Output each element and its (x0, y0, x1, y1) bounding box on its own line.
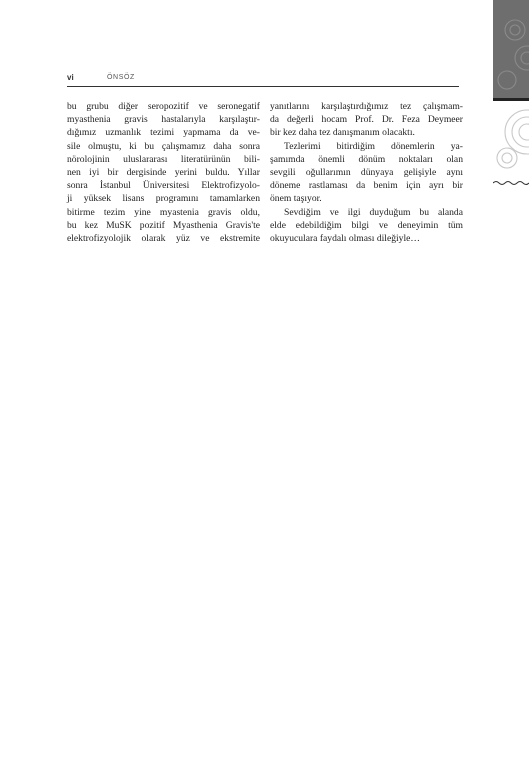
paragraph (270, 206, 463, 246)
text-line: sevgili oğullarımın dünyaya gelişiyle aynı (270, 167, 463, 179)
text-line: okuyuculara faydalı olması dileğiyle… (270, 233, 420, 245)
text-line: bir kez daha tez danışmanım olacaktı. (270, 127, 415, 139)
paragraph (270, 100, 463, 140)
text-line: elektrofizyolojik olarak yüz ve ekstremite (67, 233, 260, 245)
text-line: şamımda önemli dönüm noktaları olan (270, 153, 463, 165)
text-line: ji yüksek lisans programını tamamlarken (67, 193, 260, 205)
left-column (67, 100, 260, 245)
paragraph (270, 140, 463, 206)
running-title: ÖNSÖZ (107, 74, 135, 81)
text-line: elde edebildiğim bilgi ve deneyimin tüm (270, 219, 463, 231)
wave-rule (493, 182, 529, 185)
decorative-ornament (493, 0, 529, 190)
text-line: Sevdiğim ve ilgi duyduğum bu alanda (284, 206, 463, 218)
text-line: da değerli hocam Prof. Dr. Feza Deymeer (270, 114, 463, 126)
tab-bottom-rule (493, 98, 529, 101)
page-header (67, 72, 459, 87)
text-line: nörolojinin uluslararası literatürünün bili- (67, 153, 260, 165)
text-line: sile olmuştu, ki bu çalışmamız daha sonra (67, 140, 260, 152)
right-column (270, 100, 463, 245)
text-line: döneme rastlaması da benim için ayrı bir (270, 180, 463, 192)
text-line: önem taşıyor. (270, 193, 322, 205)
text-line: Tezlerimi bitirdiğim dönemlerin ya- (284, 140, 463, 152)
page-number: vi (67, 73, 74, 82)
text-line: nen iyi bir dergisinde yerini buldu. Yıllar (67, 167, 260, 179)
text-line: sonra İstanbul Üniversitesi Elektrofizyolo- (67, 180, 260, 192)
text-line: bu kez MuSK pozitif Myasthenia Gravis'te (67, 219, 260, 231)
text-line: yanıtlarını karşılaştırdığımız tez çalışmam- (270, 101, 463, 112)
swirl-ornament (497, 110, 529, 168)
text-line: bitirme tezim yine myastenia gravis oldu, (67, 206, 260, 218)
text-line: bu grubu diğer seropozitif ve seronegatif (67, 101, 260, 112)
text-line: dığımız uzmanlık tezimi yapmama da ve- (67, 127, 260, 139)
text-line: myasthenia gravis hastalarıyla karşılaştır- (67, 114, 260, 126)
